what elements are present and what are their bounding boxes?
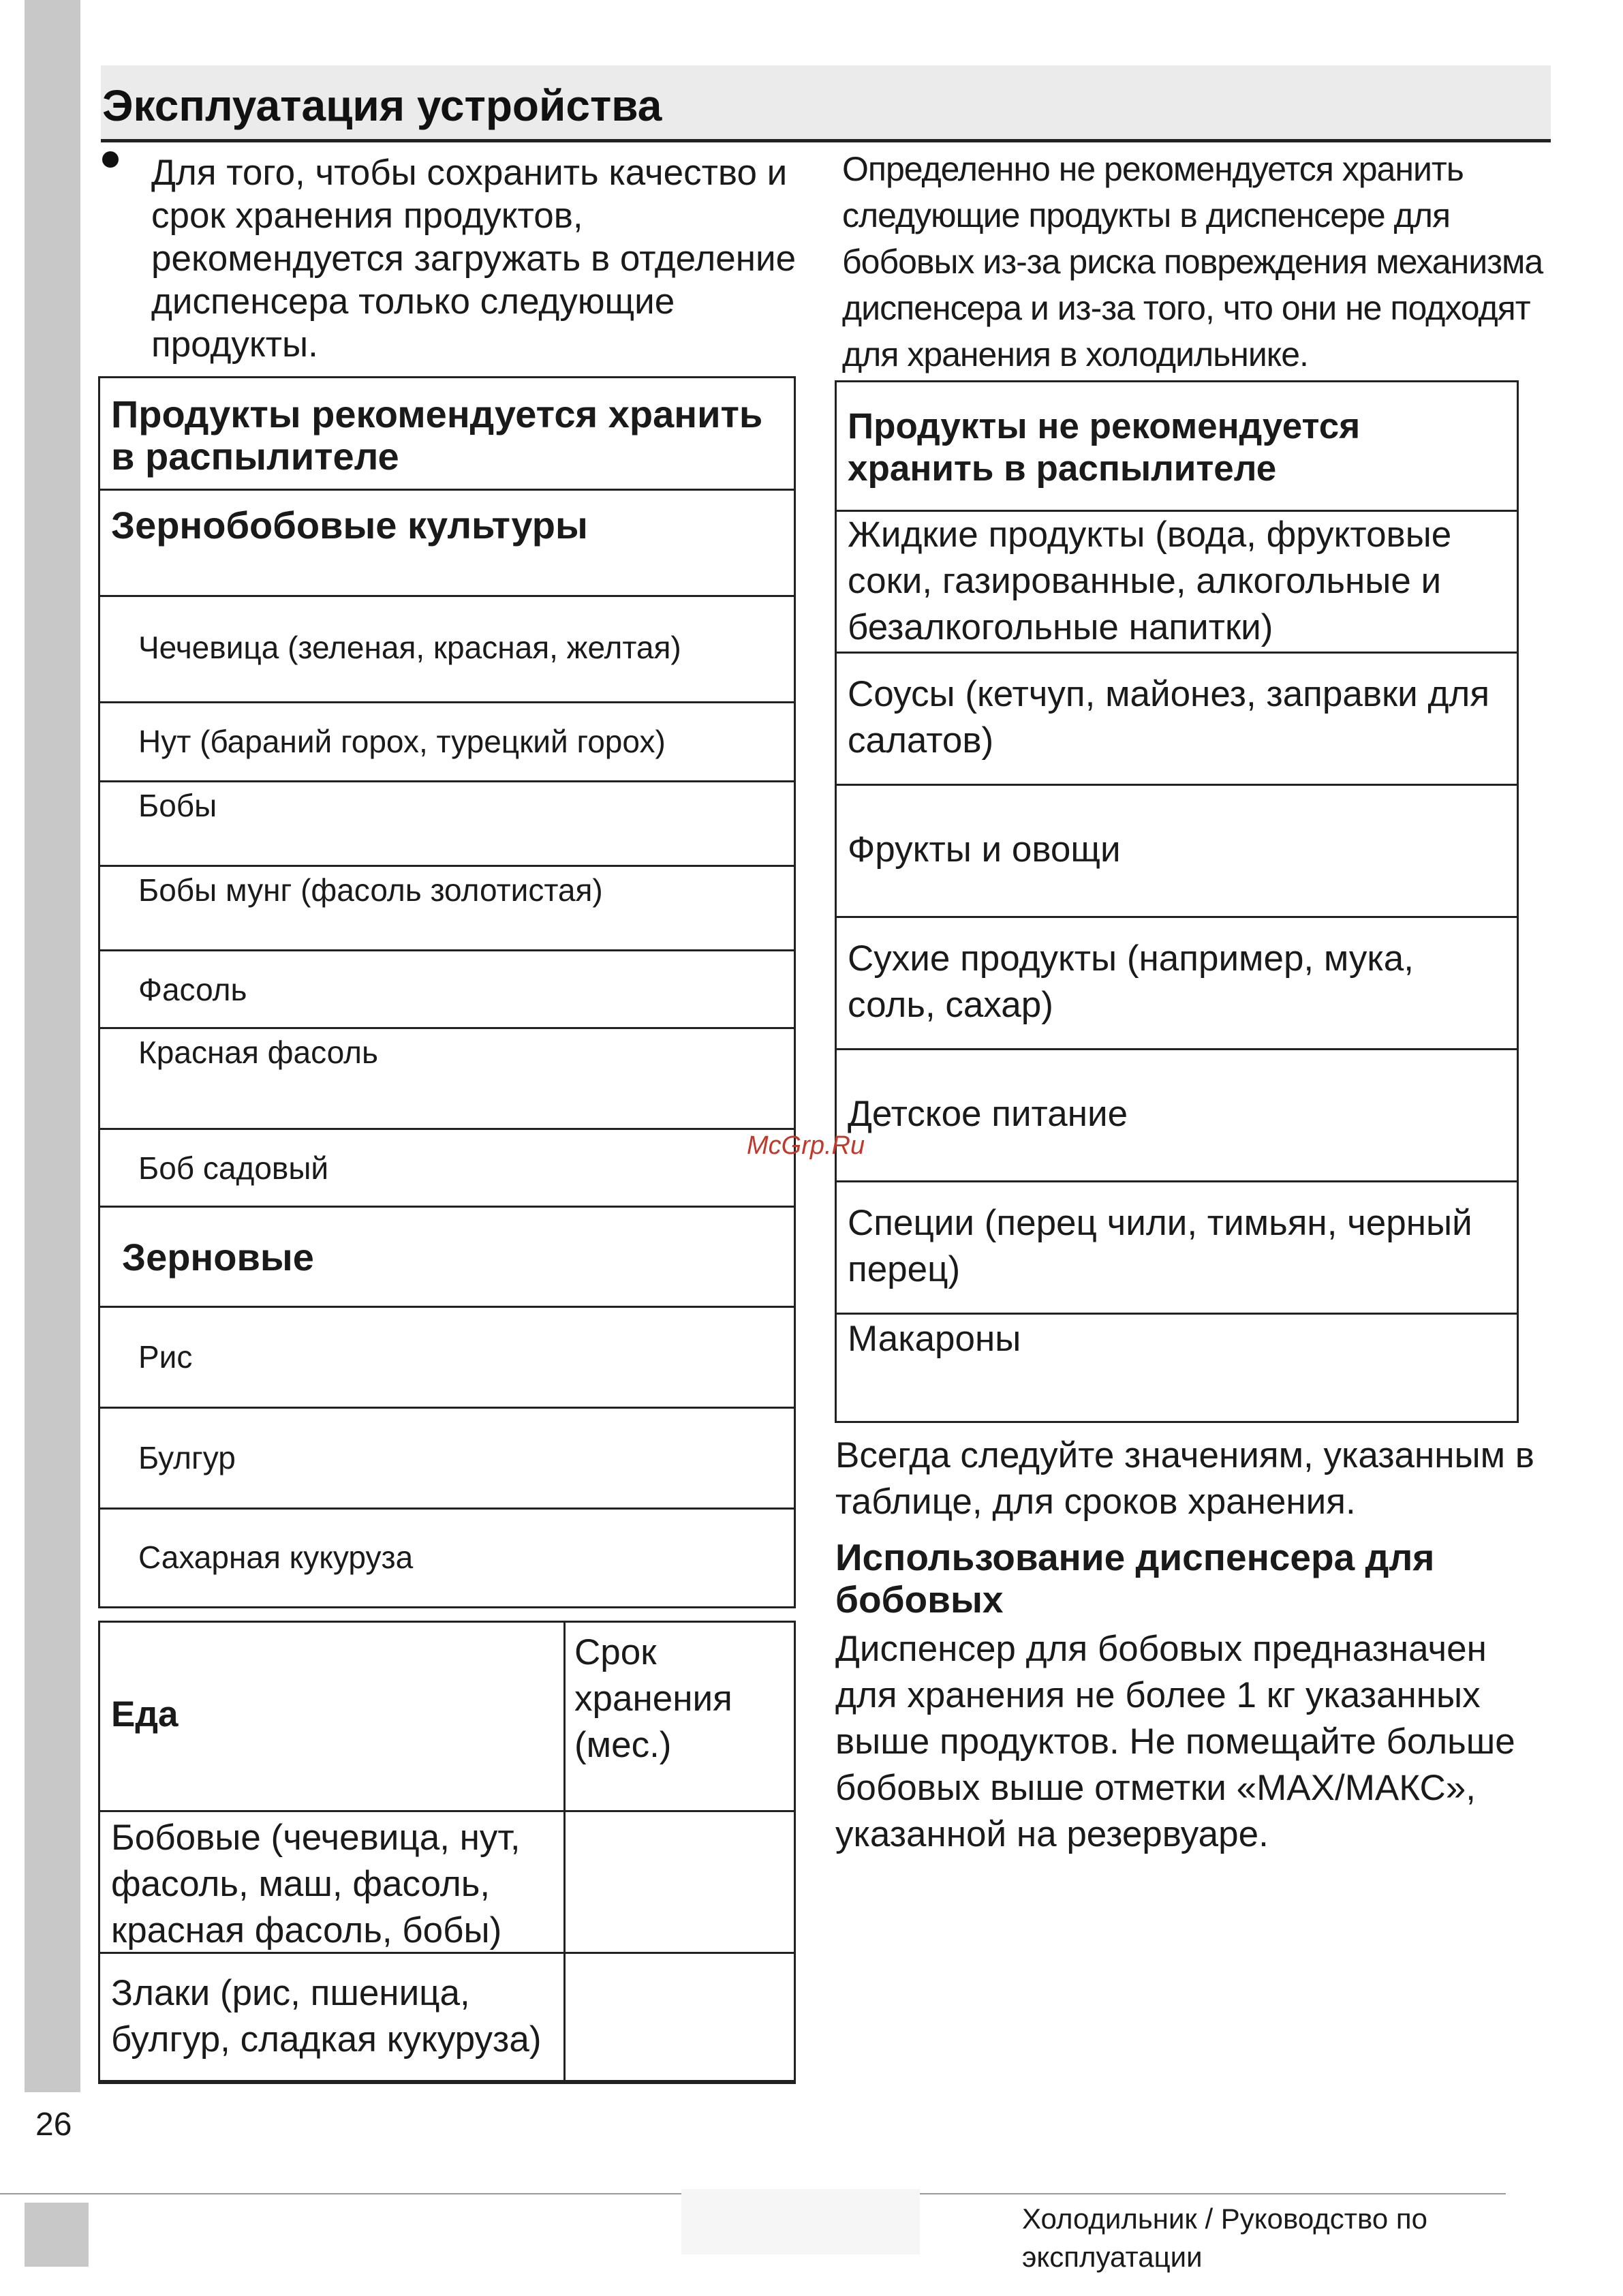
list-item: Бобы мунг (фасоль золотистая) [138, 872, 603, 908]
table-row [100, 703, 794, 782]
section-text: Диспенсер для бобовых предназначен для хранения не более 1 кг указанных выше продуктов. Не помещайте больше бобовых выше отметки «MAX/МАКС», указанной на резервуаре. [835, 1629, 1515, 1854]
group-heading-grains: Зерновые [122, 1236, 314, 1279]
col-header-period: Срок хранения (мес.) [574, 1632, 732, 1765]
list-item: Булгур [138, 1440, 236, 1475]
list-item: Детское питание [848, 1094, 1128, 1134]
list-item: Специи (перец чили, тимьян, черный перец) [848, 1203, 1472, 1289]
table-row [837, 512, 1517, 654]
list-item: Бобы [138, 788, 217, 823]
table-header: Продукты не рекомендуется хранить в распылителе [848, 406, 1361, 489]
table-row [100, 1029, 794, 1130]
list-item: Рис [138, 1339, 193, 1375]
table-header-row [100, 378, 794, 491]
section-heading: Использование диспенсера для бобовых [835, 1536, 1435, 1621]
food-cell: Бобовые (чечевица, нут, фасоль, маш, фасоль, красная фасоль, бобы) [111, 1818, 521, 1950]
page-number: 26 [35, 2107, 72, 2143]
shelf-life-table [98, 1621, 796, 2084]
footer-mid-box [681, 2189, 920, 2254]
table-row [100, 1510, 794, 1606]
group-heading-legumes: Зернобобовые культуры [111, 504, 588, 547]
footer-box [25, 2203, 89, 2267]
group-row [100, 491, 794, 597]
bullet-icon [102, 151, 119, 168]
table-row [100, 867, 794, 951]
not-recommended-table [835, 380, 1519, 1423]
list-item: Чечевица (зеленая, красная, желтая) [138, 630, 681, 665]
list-item: Боб садовый [138, 1150, 329, 1186]
footer-text: Холодильник / Руководство по эксплуатации [1022, 2203, 1427, 2273]
table-row [100, 1954, 794, 2082]
table-header-row [837, 382, 1517, 512]
table-row [100, 1409, 794, 1510]
table-row [837, 918, 1517, 1050]
table-row [837, 654, 1517, 786]
table-row [837, 1182, 1517, 1315]
list-item: Красная фасоль [138, 1035, 378, 1070]
page-title: Эксплуатация устройства [102, 81, 662, 130]
food-cell: Злаки (рис, пшеница, булгур, сладкая кукуруза) [111, 1973, 542, 2060]
table-row [837, 1050, 1517, 1182]
table-row [100, 1812, 794, 1954]
list-item: Макароны [848, 1319, 1021, 1359]
list-item: Фасоль [138, 972, 247, 1007]
table-row [100, 951, 794, 1029]
list-item: Соусы (кетчуп, майонез, заправки для салатов) [848, 674, 1490, 761]
list-item: Сахарная кукуруза [138, 1540, 414, 1575]
table-row [100, 782, 794, 867]
list-item: Сухие продукты (например, мука, соль, сахар) [848, 938, 1414, 1025]
table-row [100, 1308, 794, 1409]
recommended-table [98, 376, 796, 1608]
list-item: Фрукты и овощи [848, 829, 1121, 870]
table-row [100, 1130, 794, 1208]
table-header-row [100, 1623, 794, 1812]
intro-text: Для того, чтобы сохранить качество и срок хранения продуктов, рекомендуется загружать в отделение диспенсера только следующие продукты. [151, 153, 797, 365]
table-row [837, 1315, 1517, 1421]
col-header-food: Еда [111, 1694, 179, 1734]
side-bar-decor [25, 0, 80, 2092]
table-header: Продукты рекомендуется хранить в распылителе [111, 393, 763, 478]
table-row [100, 597, 794, 703]
column-divider [563, 1623, 566, 2082]
group-row [100, 1208, 794, 1308]
not-recommended-intro: Определенно не рекомендуется хранить следующие продукты в диспенсере для бобовых из-за риска повреждения механизма диспенсера и из-за того, что они не подходят для хранения в холодильнике. [842, 150, 1543, 373]
list-item: Нут (бараний горох, турецкий горох) [138, 724, 666, 759]
list-item: Жидкие продукты (вода, фруктовые соки, газированные, алкогольные и безалкогольные напитки) [848, 515, 1452, 647]
table-row [837, 786, 1517, 918]
storage-note: Всегда следуйте значениям, указанным в таблице, для сроков хранения. [835, 1435, 1534, 1522]
watermark: McGrp.Ru [747, 1131, 865, 1160]
